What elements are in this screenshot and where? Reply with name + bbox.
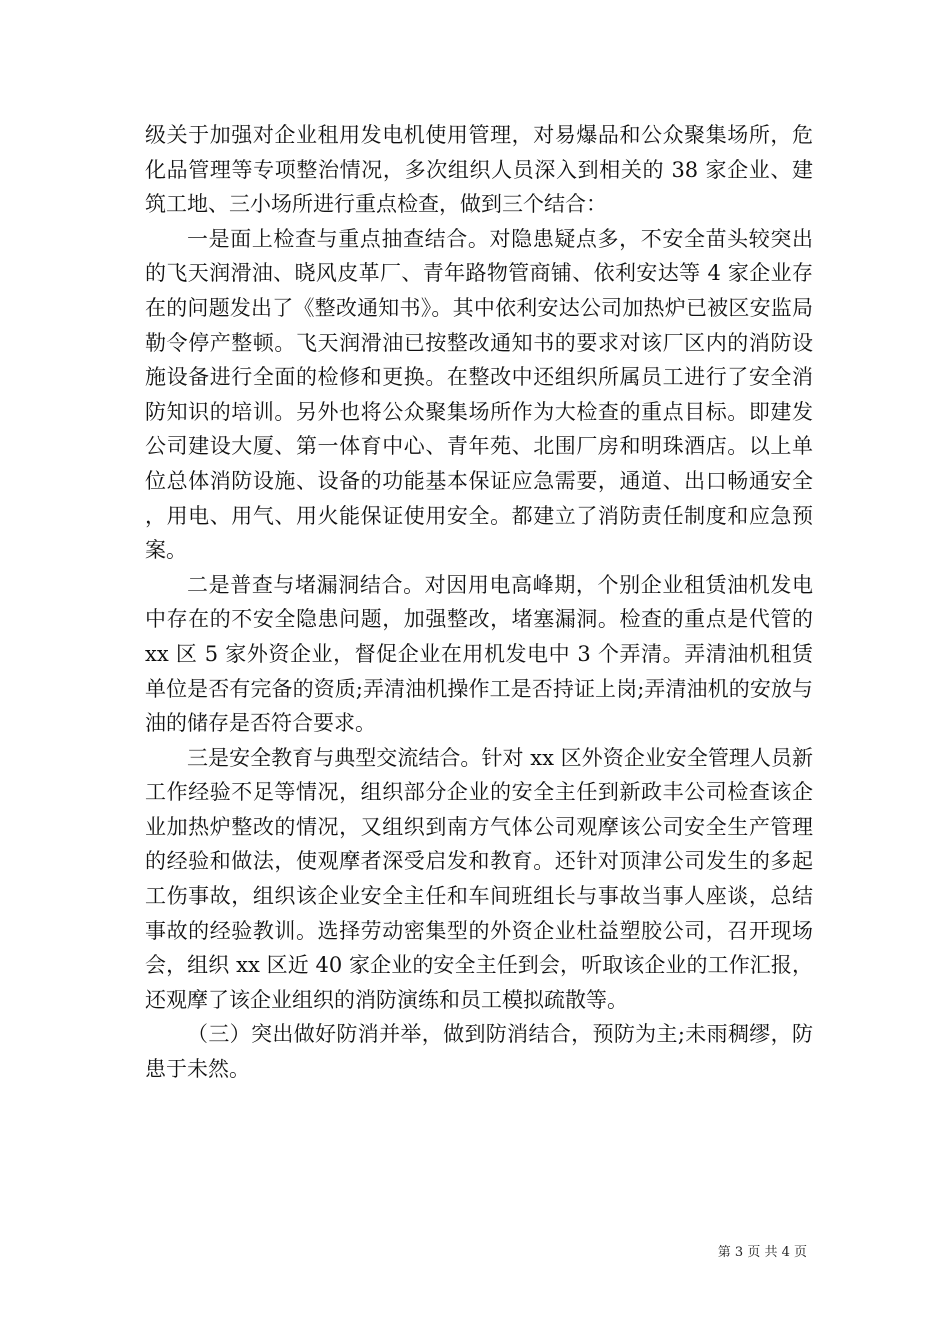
paragraph-point-one: 一是面上检查与重点抽查结合。对隐患疑点多，不安全苗头较突出的飞天润滑油、晓风皮革厂、青年路物管商铺、依利安达等 4 家企业存在的问题发出了《整改通知书》。其中依利安达公司加热炉已被区安监局勒令停产整顿。飞天润滑油已按整改通知书的要求对该厂区内的消防设施设备进行全面的检修和更换。在整改中还组织所属员工进行了安全消防知识的培训。另外也将公众聚集场所作为大检查的重点目标。即建发公司建设大厦、第一体育中心、青年苑、北围厂房和明珠酒店。以上单位总体消防设施、设备的功能基本保证应急需要，通道、出口畅通安全，用电、用气、用火能保证使用安全。都建立了消防责任制度和应急预案。 xyxy=(145,226,813,563)
document-body xyxy=(145,118,813,1087)
page-number: 第 3 页 共 4 页 xyxy=(717,1245,807,1260)
paragraph-point-three: 三是安全教育与典型交流结合。针对 xx 区外资企业安全管理人员新工作经验不足等情况，组织部分企业的安全主任到新政丰公司检查该企业加热炉整改的情况，又组织到南方气体公司观摩该公司安全生产管理的经验和做法，使观摩者深受启发和教育。还针对顶津公司发生的多起工伤事故，组织该企业安全主任和车间班组长与事故当事人座谈，总结事故的经验教训。选择劳动密集型的外资企业杜益塑胶公司，召开现场会，组织 xx 区近 40 家企业的安全主任到会，听取该企业的工作汇报，还观摩了该企业组织的消防演练和员工模拟疏散等。 xyxy=(145,745,813,1012)
paragraph-point-two: 二是普查与堵漏洞结合。对因用电高峰期，个别企业租赁油机发电中存在的不安全隐患问题，加强整改，堵塞漏洞。检查的重点是代管的 xx 区 5 家外资企业，督促企业在用机发电中 3 个弄清。弄清油机租赁单位是否有完备的资质;弄清油机操作工是否持证上岗;弄清油机的安放与油的储存是否符合要求。 xyxy=(145,572,813,736)
paragraph-section-three: （三）突出做好防消并举，做到防消结合，预防为主;未雨稠缪，防患于未然。 xyxy=(145,1022,813,1082)
paragraph-intro-continued: 级关于加强对企业租用发电机使用管理，对易爆品和公众聚集场所，危化品管理等专项整治情况，多次组织人员深入到相关的 38 家企业、建筑工地、三小场所进行重点检查，做到三个结合： xyxy=(145,123,813,217)
